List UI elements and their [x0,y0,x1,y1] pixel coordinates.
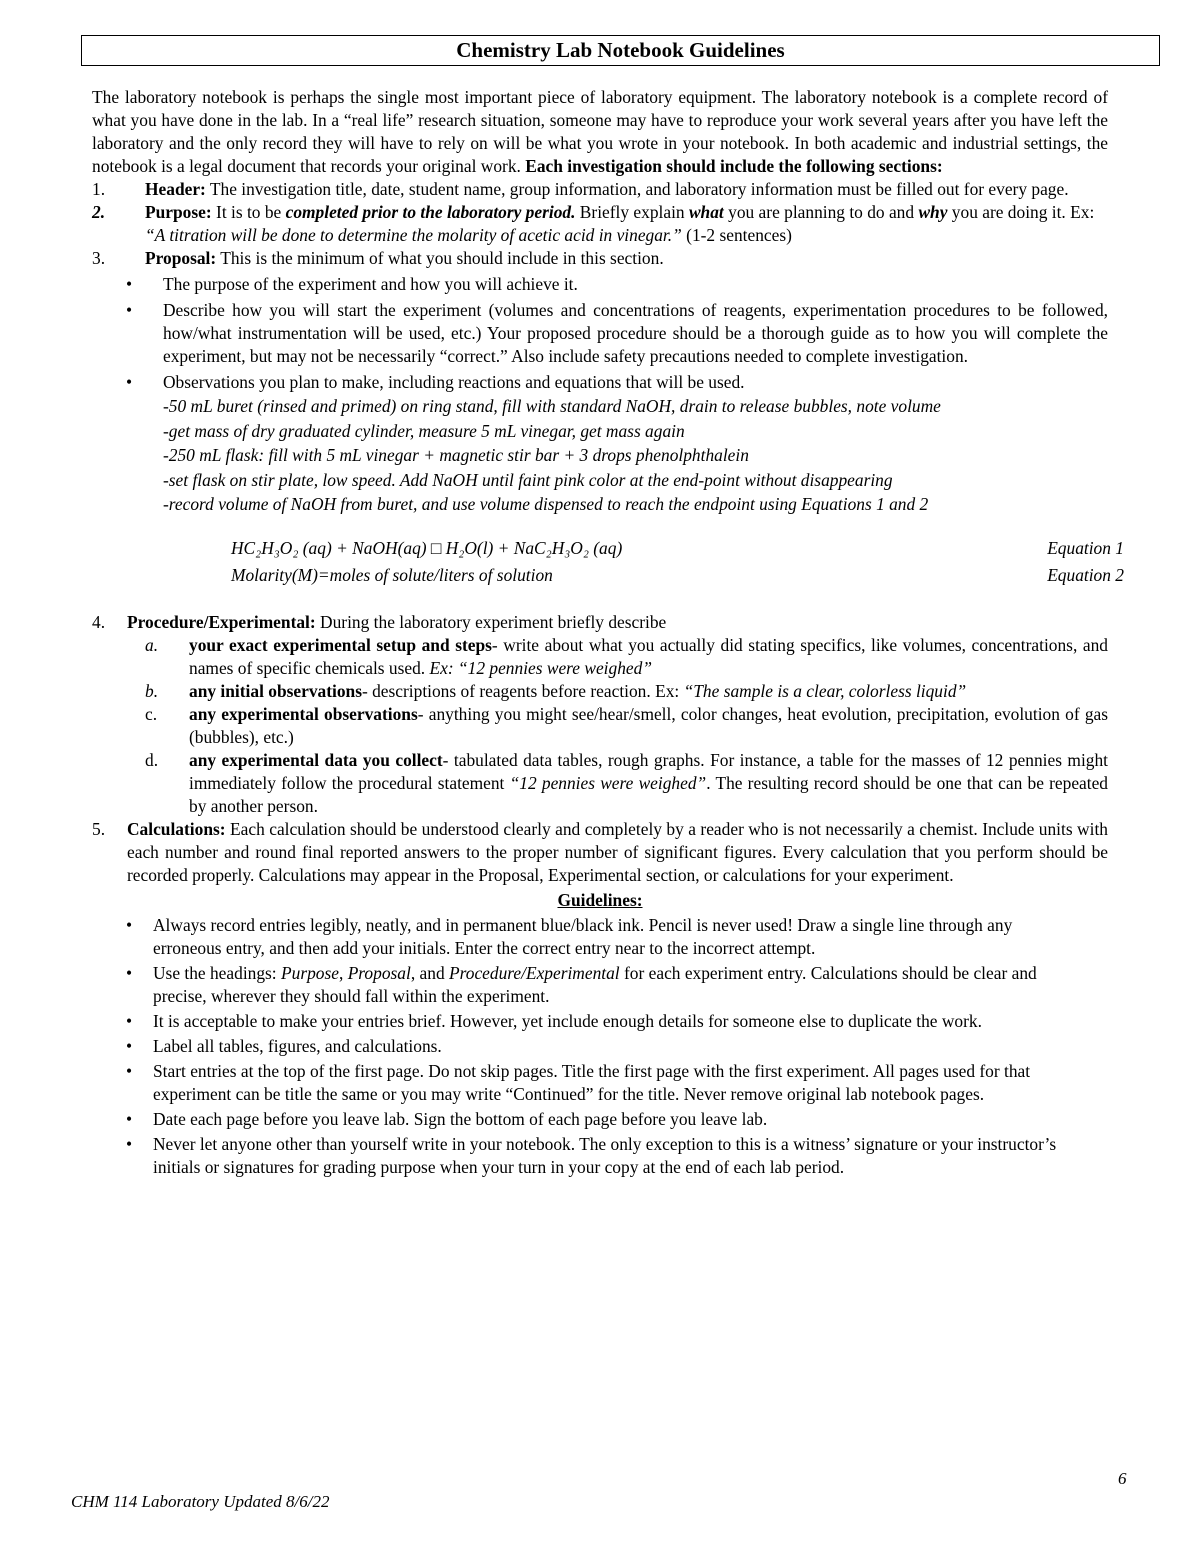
bullet-text: Label all tables, figures, and calculations. [153,1035,442,1056]
section-calculations [92,818,1108,887]
bullet-text: Always record entries legibly, neatly, and in permanent blue/black ink. Pencil is never used! Draw a single line through any erroneous entry, and then add your initials. Enter the correct entry near to the incorrect attempt. [153,914,1013,958]
guideline-bullet [92,1108,1078,1131]
procedure-item-d [92,749,1108,818]
separator: , and [410,962,445,983]
heading-procedure: Procedure/Experimental [449,962,620,983]
bullet-icon: • [126,962,133,983]
bullet-text: Start entries at the top of the first page. Do not skip pages. Title the first page with the first experiment. All pages used for that experiment can be title the same or you may write “Continued” for the title. Never remove original lab notebook pages. [153,1060,1031,1104]
section-text: During the laboratory experiment briefly describe [320,611,667,632]
bullet-text: Describe how you will start the experiment (volumes and concentrations of reagents, experimentation procedures to be followed, how/what instrumentation will be used, etc.) Your proposed procedure should be a thorough guide as to how you will complete the experiment, but may not be necessarily “correct.” Also include safety precautions needed to complete investigation. [163,300,1108,366]
guidelines-heading: Guidelines: [557,889,643,910]
item-bold: any experimental observations [189,703,418,724]
procedure-step: -250 mL flask: fill with 5 mL vinegar + magnetic stir bar + 3 drops phenolphthalein [163,445,749,466]
section-header [92,178,1108,201]
item-example: “12 pennies were weighed” [509,772,707,793]
section-label: Procedure/Experimental: [127,611,316,632]
intro-bold-text: Each investigation should include the following sections: [525,156,943,176]
bullet-text: Use the headings: [153,962,277,983]
bullet-icon: • [126,1108,133,1129]
page-footer: CHM 114 Laboratory Updated 8/6/22 [71,1492,330,1511]
proposal-bullet [92,299,1108,368]
equation-label: Equation 2 [1047,564,1124,585]
item-example: “The sample is a clear, colorless liquid” [683,680,967,701]
procedure-step: -set flask on stir plate, low speed. Add NaOH until faint pink color at the end-point without disappearing [163,469,893,490]
section-number: 2. [92,202,106,222]
purpose-emphasis-prior: completed prior to the laboratory period. [285,202,576,222]
proposal-bullet [92,273,1108,296]
equation-label: Equation 1 [1047,537,1124,558]
document-body [92,86,1124,1179]
item-bold: any initial observations [189,680,362,701]
purpose-example: “A titration will be done to determine the molarity of acetic acid in vinegar.” [145,225,682,245]
item-bold: any experimental data you collect [189,749,443,770]
guideline-bullet [92,914,1078,960]
bullet-icon: • [126,1035,133,1056]
equation-2 [92,564,1124,591]
item-letter: b. [145,680,159,701]
bullet-icon: • [126,1060,133,1081]
item-text: - tabulated data tables, rough graphs. For instance, a table for the masses of 12 pennies might immediately follow the procedural statement [189,749,1108,793]
section-text: This is the minimum of what you should include in this section. [220,248,664,268]
bullet-text: for each experiment entry. Calculations should be clear and precise, wherever they should fall within the experiment. [153,962,1037,1006]
guideline-bullet [92,1010,1078,1033]
proposal-bullet [92,371,1108,394]
section-number: 3. [92,248,106,268]
section-number: 1. [92,179,106,199]
purpose-text-3: you are planning to do and [728,202,915,222]
section-text: The investigation title, date, student name, group information, and laboratory information must be filled out for every page. [209,179,1069,199]
purpose-emphasis-what: what [688,202,724,222]
guideline-bullet [92,962,1078,1008]
item-tail: . The resulting record should be one that can be repeated by another person. [189,772,1109,816]
purpose-text-2: Briefly explain [579,202,685,222]
procedure-item-c [92,703,1108,749]
procedure-steps [92,394,1108,517]
item-text: - write about what you actually did stating specifics, like volumes, concentrations, and names of specific chemicals used. [189,634,1108,678]
intro-paragraph [92,86,1108,178]
page-number: 6 [1118,1469,1127,1488]
bullet-icon: • [126,1010,133,1031]
section-text: Each calculation should be understood clearly and completely by a reader who is not necessarily a chemist. Include units with each number and round final reported answers to the proper number of significant figures. Every calculation that you perform should be recorded properly. Calculations may appear in the Proposal, Experimental section, or calculations for your experiment. [127,818,1108,885]
procedure-step: -record volume of NaOH from buret, and use volume dispensed to reach the endpoint using Equations 1 and 2 [163,494,929,515]
bullet-text: It is acceptable to make your entries brief. However, yet include enough details for someone else to duplicate the work. [153,1010,982,1031]
item-example: Ex: “12 pennies were weighed” [429,657,652,678]
purpose-text-4: you are doing it. Ex: [951,202,1095,222]
section-label: Calculations: [127,818,226,839]
bullet-text: The purpose of the experiment and how you will achieve it. [163,274,578,294]
equation-formula: Molarity(M)=moles of solute/liters of solution [231,564,553,585]
separator: , [338,962,344,983]
bullet-icon: • [126,914,133,935]
section-proposal [92,247,1108,270]
item-text: - anything you might see/hear/smell, color changes, heat evolution, precipitation, evolution of gas (bubbles), etc.) [189,703,1109,747]
procedure-item-a [92,634,1108,680]
procedure-step: -50 mL buret (rinsed and primed) on ring stand, fill with standard NaOH, drain to release bubbles, note volume [163,396,941,416]
equation-formula: HC₂H₃O₂ (aq) + NaOH(aq) □ H₂O(l) + NaC₂H₃O₂ (aq) [231,537,623,558]
guideline-bullet [92,1133,1078,1179]
page-title: Chemistry Lab Notebook Guidelines [81,35,1160,66]
section-label: Header: [145,179,206,199]
item-letter: d. [145,749,159,770]
bullet-icon: • [126,274,133,294]
section-number: 4. [92,611,106,632]
section-number: 5. [92,818,106,839]
item-letter: a. [145,634,159,655]
heading-proposal: Proposal [347,962,411,983]
procedure-item-b [92,680,1108,703]
procedure-step: -get mass of dry graduated cylinder, measure 5 mL vinegar, get mass again [163,420,685,441]
heading-purpose: Purpose [281,962,339,983]
purpose-text-1: It is to be [216,202,282,222]
section-procedure [92,611,1108,634]
item-letter: c. [145,703,158,724]
bullet-text: Date each page before you leave lab. Sign the bottom of each page before you leave lab. [153,1108,768,1129]
item-bold: your exact experimental setup and steps [189,634,492,655]
equation-1 [92,537,1124,564]
guideline-bullet [92,1035,1078,1058]
section-label: Proposal: [145,248,217,268]
guideline-bullet [92,1060,1078,1106]
section-purpose [92,201,1108,247]
item-text: - descriptions of reagents before reaction. Ex: [361,680,680,701]
bullet-icon: • [126,372,133,392]
intro-text: The laboratory notebook is perhaps the single most important piece of laboratory equipment. The laboratory notebook is a complete record of what you have done in the lab. In a “real life” research situation, someone may have to reproduce your work several years after you have left the laboratory and the only record they will have to rely on will be what you wrote in your notebook. In both academic and industrial settings, the notebook is a legal document that records your original work. [92,87,1108,176]
purpose-text-5: (1-2 sentences) [686,225,792,245]
purpose-emphasis-why: why [918,202,948,222]
bullet-icon: • [126,1133,133,1154]
bullet-icon: • [126,300,133,320]
bullet-text: Never let anyone other than yourself write in your notebook. The only exception to this is a witness’ signature or your instructor’s initials or signatures for grading purpose when your turn in your copy at the end of each lab period. [153,1133,1057,1177]
bullet-text: Observations you plan to make, including reactions and equations that will be used. [163,372,745,392]
section-label: Purpose: [145,202,212,222]
